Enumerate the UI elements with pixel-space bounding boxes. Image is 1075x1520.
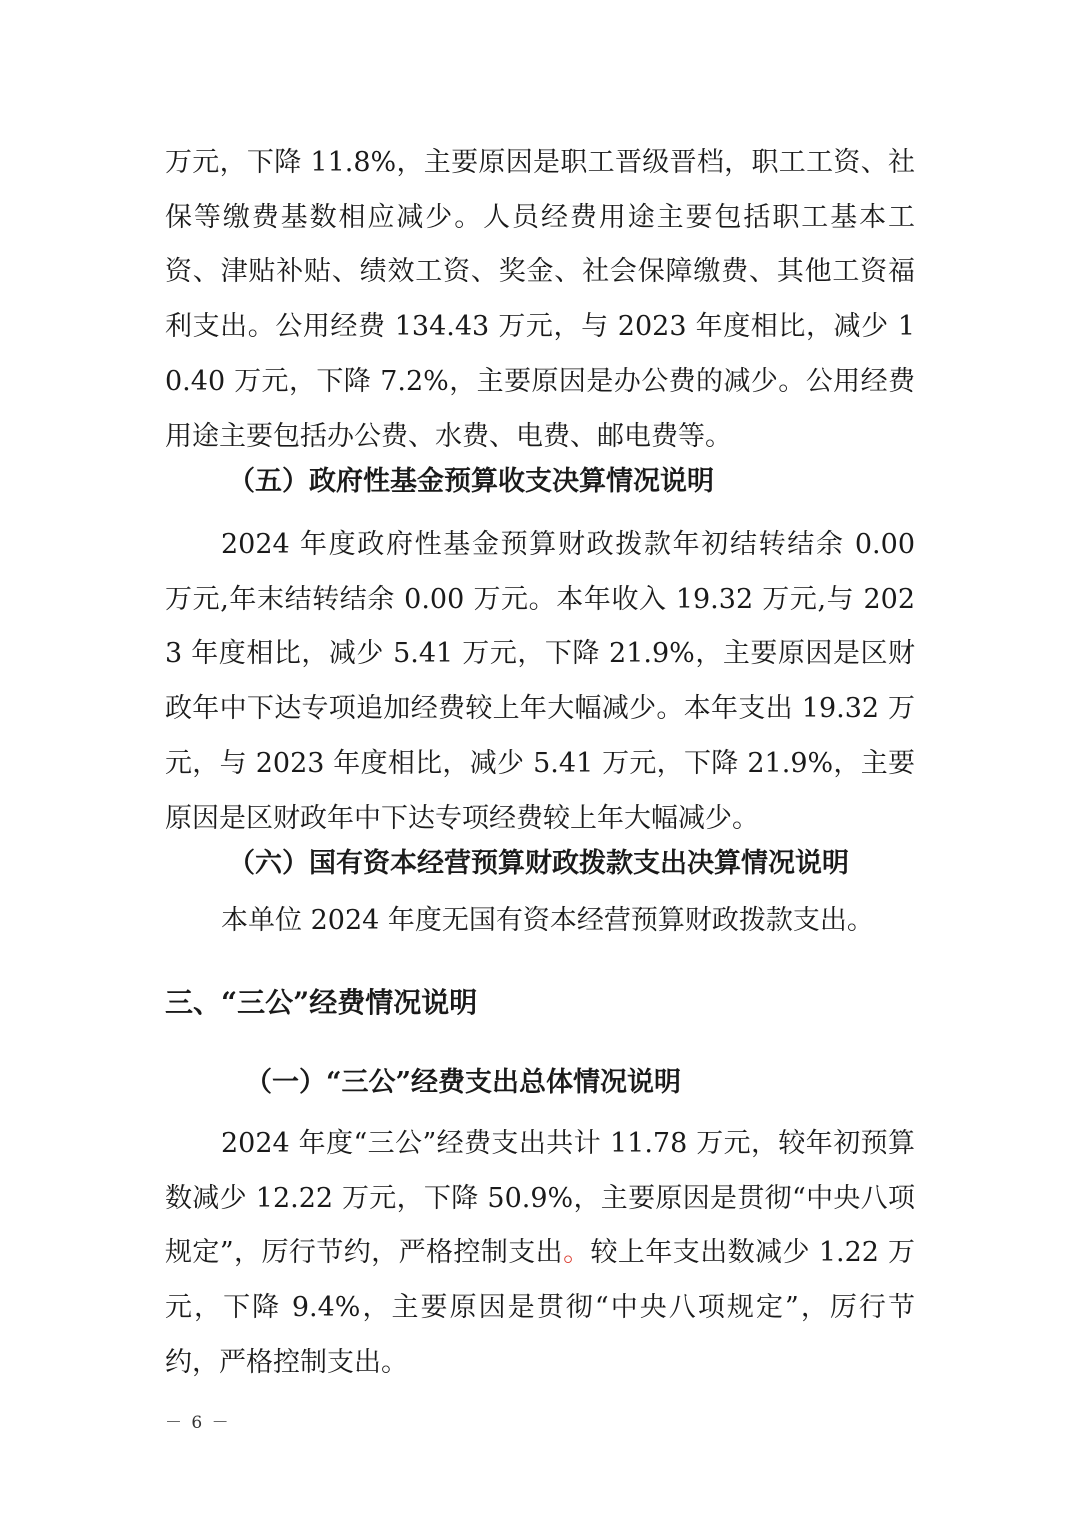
section-heading: （五）政府性基金预算收支决算情况说明 <box>228 466 714 497</box>
body-paragraph <box>165 1117 915 1391</box>
section-heading: （一）“三公”经费支出总体情况说明 <box>245 1067 682 1098</box>
highlighted-punctuation: 。 <box>563 1237 591 1269</box>
body-paragraph: 2024 年度政府性基金预算财政拨款年初结转结余 0.00 万元,年末结转结余 0.00 万元。本年收入 19.32 万元,与 2023 年度相比，减少 5.41 万元，下降 21.9%，主要原因是区财政年中下达专项追加经费较上年大幅减少。本年支出 19.32 万元，与 2023 年度相比，减少 5.41 万元，下降 21.9%，主要原因是区财政年中下达专项经费较上年大幅减少。 <box>165 529 915 834</box>
page-number: － 6 － <box>165 1413 231 1433</box>
body-paragraph: 本单位 2024 年度无国有资本经营预算财政拨款支出。 <box>221 905 874 936</box>
body-paragraph: 万元，下降 11.8%，主要原因是职工晋级晋档，职工工资、社保等缴费基数相应减少。人员经费用途主要包括职工基本工资、津贴补贴、绩效工资、奖金、社会保障缴费、其他工资福利支出。公用经费 134.43 万元，与 2023 年度相比，减少 10.40 万元，下降 7.2%，主要原因是办公费的减少。公用经费用途主要包括办公费、水费、电费、邮电费等。 <box>165 147 915 452</box>
paragraph-text: 较上年支出数减少 1.22 万元，下降 9.4%，主要原因是贯彻“中央八项规定”，厉行节约，严格控制支出。 <box>165 1237 915 1378</box>
paragraph-text: 2024 年度“三公”经费支出共计 11.78 万元，较年初预算数减少 12.22 万元，下降 50.9%，主要原因是贯彻“中央八项规定”，厉行节约，严格控制支出 <box>165 1128 915 1269</box>
section-heading: （六）国有资本经营预算财政拨款支出决算情况说明 <box>228 848 849 879</box>
chapter-heading: 三、“三公”经费情况说明 <box>165 986 478 1019</box>
